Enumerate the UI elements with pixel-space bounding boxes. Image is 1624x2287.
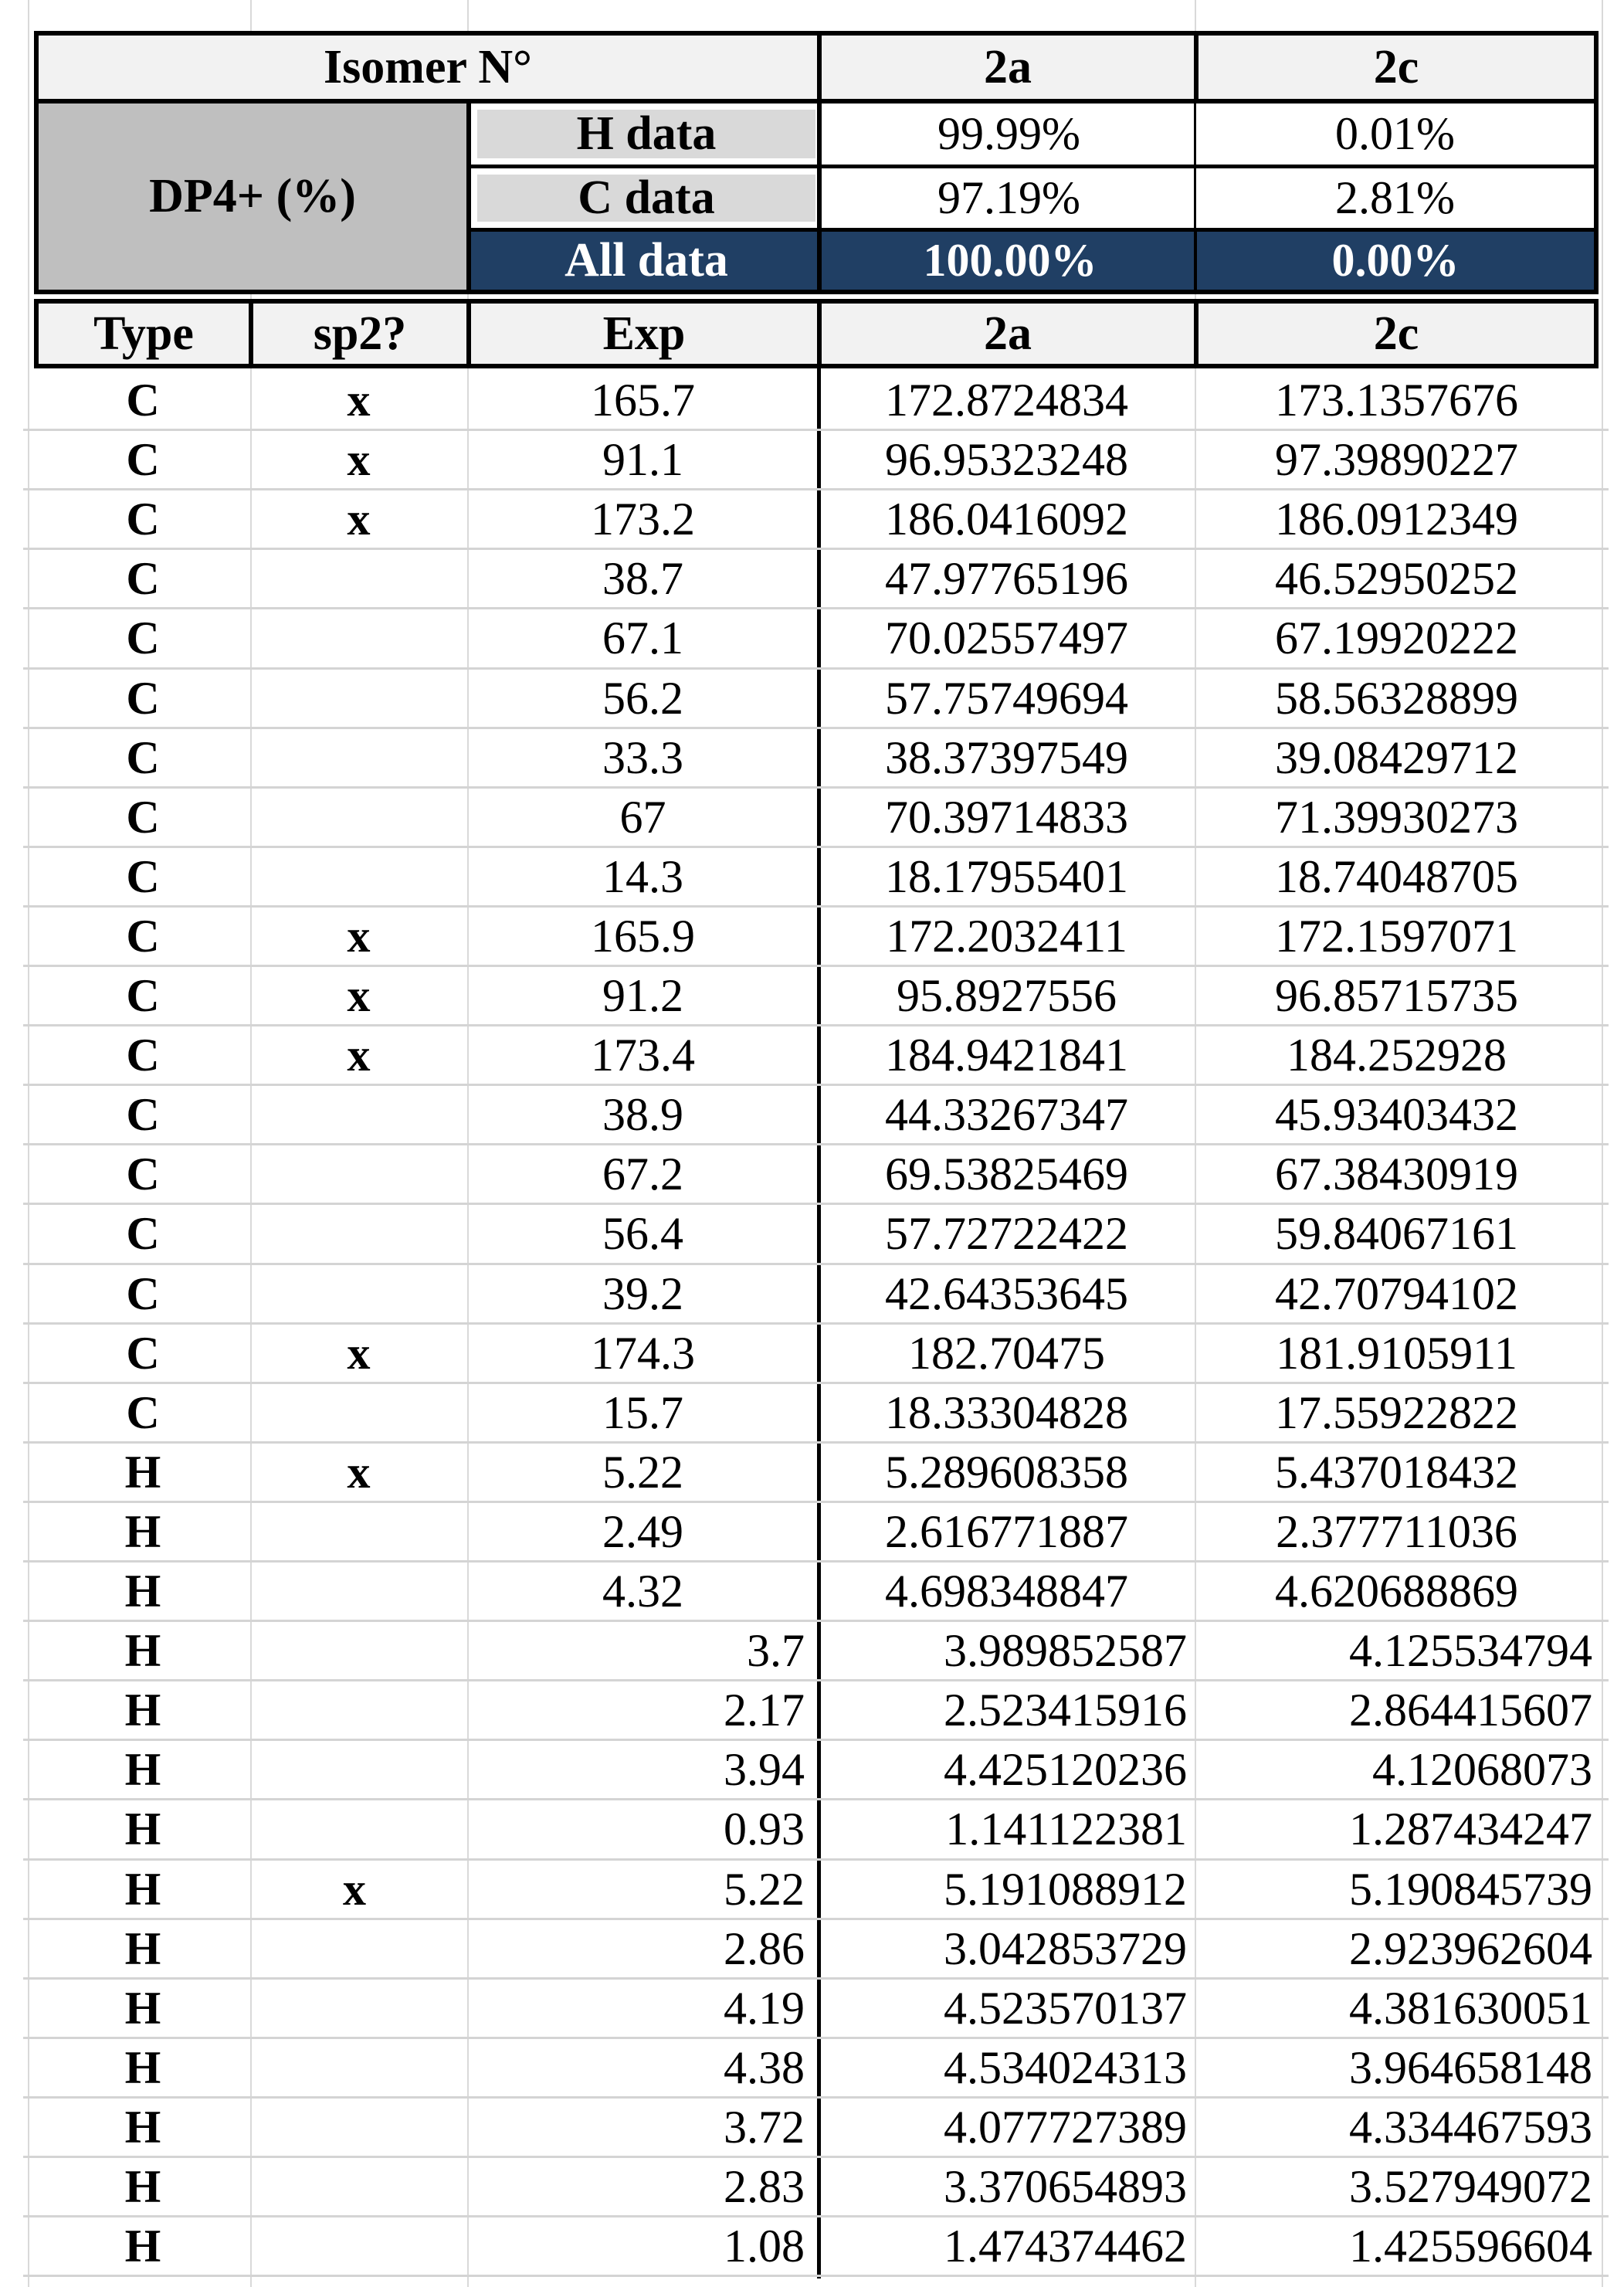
cell-type: C [126, 553, 160, 605]
cell-sp2: x [347, 1446, 371, 1498]
cell-2c: 5.190845739 [1349, 1863, 1592, 1915]
cell-sp2: x [343, 1863, 366, 1915]
cell-2c: 3.964658148 [1349, 2041, 1592, 2093]
table-row [36, 609, 1599, 668]
cell-2c: 5.437018432 [1275, 1446, 1518, 1498]
cell-exp: 1.08 [724, 2221, 805, 2272]
cell-exp: 56.2 [602, 672, 683, 724]
cell-exp: 91.1 [602, 434, 683, 486]
cell-2a: 186.0416092 [885, 494, 1128, 545]
cell-type: C [126, 375, 160, 426]
table-row [36, 1145, 1599, 1204]
table-row [36, 2157, 1599, 2217]
cell-sp2: x [347, 970, 371, 1021]
all-data-label: All data [565, 234, 728, 287]
cell-type: C [126, 1386, 160, 1438]
cell-sp2 [250, 669, 467, 728]
cell-type: C [126, 434, 160, 486]
table-row [36, 1264, 1599, 1324]
cell-2c: 2.923962604 [1349, 1922, 1592, 1974]
cell-2a: 18.33304828 [885, 1386, 1128, 1438]
dp4-label: DP4+ (%) [149, 170, 356, 222]
cell-sp2: x [347, 910, 371, 962]
cell-exp: 3.94 [724, 1744, 805, 1796]
cell-2c: 71.39930273 [1275, 791, 1518, 843]
cell-2c: 4.381630051 [1349, 1982, 1592, 2034]
cell-sp2 [250, 1681, 467, 1740]
cell-2c: 1.425596604 [1349, 2221, 1592, 2272]
cell-type: H [124, 1803, 161, 1855]
all-data-2a-value: 100.00% [923, 235, 1097, 286]
column-header-2c-label: 2c [1373, 307, 1419, 360]
cell-exp: 3.7 [747, 1625, 805, 1677]
cell-2a: 184.9421841 [885, 1030, 1128, 1081]
cell-sp2 [250, 2038, 467, 2098]
cell-2a: 95.8927556 [897, 970, 1117, 1021]
cell-2c: 4.125534794 [1349, 1625, 1592, 1677]
cell-sp2 [250, 1085, 467, 1145]
h-data-2c-value: 0.01% [1335, 108, 1455, 159]
table-row [36, 1502, 1599, 1562]
cell-2a: 70.02557497 [885, 612, 1128, 664]
all-data-2a [817, 232, 1199, 294]
cell-exp: 33.3 [602, 731, 683, 783]
cell-2c: 58.56328899 [1275, 672, 1518, 724]
cell-2c: 1.287434247 [1349, 1803, 1592, 1855]
cell-type: H [124, 1625, 161, 1677]
cell-type: C [126, 910, 160, 962]
table-row [36, 549, 1599, 609]
cell-sp2 [250, 2157, 467, 2217]
cell-sp2 [250, 788, 467, 847]
cell-exp: 174.3 [591, 1327, 695, 1379]
cell-exp: 2.86 [724, 1922, 805, 1974]
cell-type: C [126, 791, 160, 843]
table-row [36, 1324, 1599, 1383]
cell-sp2 [250, 1264, 467, 1324]
h-data-label: H data [576, 107, 717, 160]
cell-2a: 18.17955401 [885, 850, 1128, 902]
c-data-2a [817, 168, 1199, 232]
cell-2a: 42.64353645 [885, 1267, 1128, 1319]
cell-2c: 97.39890227 [1275, 434, 1518, 486]
cell-exp: 2.17 [724, 1685, 805, 1736]
cell-2a: 5.289608358 [885, 1446, 1128, 1498]
cell-2a: 3.370654893 [944, 2161, 1187, 2212]
cell-2c: 67.19920222 [1275, 612, 1518, 664]
cell-type: C [126, 672, 160, 724]
cell-2a: 2.523415916 [944, 1685, 1187, 1736]
all-data-label-cell [466, 232, 822, 294]
table-row [36, 1443, 1599, 1502]
table-row [36, 1979, 1599, 2038]
table-row [36, 1204, 1599, 1264]
cell-sp2 [250, 1740, 467, 1800]
cell-2c: 4.12068073 [1372, 1744, 1592, 1796]
cell-sp2 [250, 1621, 467, 1681]
cell-type: C [126, 731, 160, 783]
cell-type: C [126, 1089, 160, 1141]
cell-sp2: x [347, 1030, 371, 1081]
cell-sp2: x [347, 375, 371, 426]
cell-2a: 1.474374462 [944, 2221, 1187, 2272]
cell-sp2 [250, 1204, 467, 1264]
cell-exp: 38.9 [602, 1089, 683, 1141]
c-data-2c-value: 2.81% [1335, 172, 1455, 223]
cell-2a: 4.523570137 [944, 1982, 1187, 2034]
table-row [36, 1740, 1599, 1800]
cell-sp2 [250, 1145, 467, 1204]
cell-type: C [126, 970, 160, 1021]
isomer-2c-label: 2c [1373, 40, 1419, 93]
table-row [36, 1621, 1599, 1681]
cell-2c: 42.70794102 [1275, 1267, 1518, 1319]
table-row [36, 2217, 1599, 2276]
table-row [36, 1562, 1599, 1621]
h-data-2a [817, 103, 1199, 168]
column-header-type-label: Type [93, 307, 194, 360]
cell-sp2 [250, 847, 467, 907]
table-row [36, 669, 1599, 728]
table-row [36, 1085, 1599, 1145]
cell-2a: 69.53825469 [885, 1149, 1128, 1200]
isomer-number-header [34, 31, 822, 103]
cell-exp: 14.3 [602, 850, 683, 902]
dp4-header [34, 103, 466, 294]
grid-row-line [23, 2275, 1609, 2277]
table-row [36, 847, 1599, 907]
cell-2a: 96.95323248 [885, 434, 1128, 486]
cell-2c: 2.377711036 [1276, 1505, 1517, 1557]
cell-2a: 3.989852587 [944, 1625, 1187, 1677]
column-header-exp [466, 299, 822, 368]
cell-2c: 186.0912349 [1275, 494, 1518, 545]
table-row [36, 371, 1599, 430]
column-header-sp2-label: sp2? [313, 307, 407, 360]
cell-sp2 [250, 549, 467, 609]
cell-2a: 2.616771887 [885, 1505, 1128, 1557]
cell-2a: 172.2032411 [886, 910, 1127, 962]
cell-sp2 [250, 2217, 467, 2276]
cell-type: H [124, 2221, 161, 2272]
cell-2a: 4.425120236 [944, 1744, 1187, 1796]
table-row [36, 2038, 1599, 2098]
table-row [36, 966, 1599, 1026]
cell-2c: 18.74048705 [1275, 850, 1518, 902]
column-header-2c [1194, 299, 1599, 368]
column-header-type [34, 299, 253, 368]
table-row [36, 490, 1599, 549]
h-data-2a-value: 99.99% [937, 108, 1080, 159]
cell-2c: 46.52950252 [1275, 553, 1518, 605]
cell-exp: 4.32 [602, 1566, 683, 1617]
cell-2a: 5.191088912 [944, 1863, 1187, 1915]
cell-exp: 165.7 [591, 375, 695, 426]
column-header-2a [817, 299, 1199, 368]
cell-sp2 [250, 1800, 467, 1859]
cell-sp2 [250, 609, 467, 668]
cell-2c: 181.9105911 [1276, 1327, 1517, 1379]
cell-2c: 3.527949072 [1349, 2161, 1592, 2212]
table-row [36, 2098, 1599, 2157]
all-data-2c-value: 0.00% [1331, 235, 1460, 286]
cell-2a: 57.72722422 [885, 1208, 1128, 1260]
cell-type: H [124, 2161, 161, 2212]
cell-sp2 [250, 1919, 467, 1979]
cell-exp: 67.2 [602, 1149, 683, 1200]
h-data-label-cell [466, 103, 822, 168]
cell-2a: 70.39714833 [885, 791, 1128, 843]
cell-exp: 67.1 [602, 612, 683, 664]
table-row [36, 430, 1599, 490]
c-data-2a-value: 97.19% [937, 172, 1080, 223]
cell-2a: 4.077727389 [944, 2101, 1187, 2153]
cell-sp2 [250, 728, 467, 788]
isomer-2a-label: 2a [984, 40, 1032, 93]
cell-exp: 4.19 [724, 1982, 805, 2034]
column-header-2a-label: 2a [984, 307, 1032, 360]
cell-2a: 3.042853729 [944, 1922, 1187, 1974]
cell-exp: 165.9 [591, 910, 695, 962]
cell-2c: 172.1597071 [1275, 910, 1518, 962]
cell-2a: 4.698348847 [885, 1566, 1128, 1617]
cell-exp: 39.2 [602, 1267, 683, 1319]
h-data-2c [1194, 103, 1599, 168]
table-row [36, 788, 1599, 847]
cell-type: H [124, 1446, 161, 1498]
cell-exp: 2.49 [602, 1505, 683, 1557]
cell-exp: 173.2 [591, 494, 695, 545]
cell-2c: 45.93403432 [1275, 1089, 1518, 1141]
table-row [36, 1383, 1599, 1443]
cell-sp2 [250, 1502, 467, 1562]
isomer-2a-header [817, 31, 1199, 103]
cell-type: H [124, 1744, 161, 1796]
cell-2a: 1.141122381 [945, 1803, 1187, 1855]
c-data-2c [1194, 168, 1599, 232]
cell-2c: 39.08429712 [1275, 731, 1518, 783]
column-header-sp2 [249, 299, 471, 368]
cell-2c: 173.1357676 [1275, 375, 1518, 426]
cell-type: C [126, 1267, 160, 1319]
table-row [36, 1800, 1599, 1859]
cell-type: H [124, 1566, 161, 1617]
cell-exp: 3.72 [724, 2101, 805, 2153]
cell-2a: 38.37397549 [885, 731, 1128, 783]
table-row [36, 1026, 1599, 1085]
table-row [36, 1860, 1599, 1919]
all-data-2c [1194, 232, 1599, 294]
cell-sp2 [250, 2098, 467, 2157]
cell-sp2 [250, 1562, 467, 1621]
cell-exp: 5.22 [602, 1446, 683, 1498]
cell-type: H [124, 2101, 161, 2153]
c-data-label-cell [466, 168, 822, 232]
cell-type: C [126, 1149, 160, 1200]
cell-exp: 15.7 [602, 1386, 683, 1438]
cell-2c: 17.55922822 [1275, 1386, 1518, 1438]
c-data-label: C data [578, 171, 715, 224]
cell-sp2: x [347, 1327, 371, 1379]
cell-2c: 67.38430919 [1275, 1149, 1518, 1200]
cell-2a: 4.534024313 [944, 2041, 1187, 2093]
cell-type: H [124, 1863, 161, 1915]
isomer-number-label: Isomer N° [324, 40, 532, 93]
cell-exp: 67 [619, 791, 666, 843]
cell-exp: 2.83 [724, 2161, 805, 2212]
cell-sp2: x [347, 434, 371, 486]
cell-type: C [126, 1030, 160, 1081]
isomer-2c-header [1194, 31, 1599, 103]
cell-2c: 96.85715735 [1275, 970, 1518, 1021]
cell-type: C [126, 612, 160, 664]
table-row [36, 907, 1599, 966]
cell-exp: 56.4 [602, 1208, 683, 1260]
cell-exp: 173.4 [591, 1030, 695, 1081]
cell-2c: 4.620688869 [1275, 1566, 1518, 1617]
column-header-exp-label: Exp [602, 307, 686, 360]
cell-type: H [124, 1685, 161, 1736]
cell-exp: 91.2 [602, 970, 683, 1021]
cell-sp2 [250, 1383, 467, 1443]
cell-2c: 184.252928 [1287, 1030, 1507, 1081]
cell-type: C [126, 494, 160, 545]
cell-type: C [126, 1208, 160, 1260]
table-row [36, 1681, 1599, 1740]
cell-2a: 172.8724834 [885, 375, 1128, 426]
cell-type: H [124, 2041, 161, 2093]
table-row [36, 1919, 1599, 1979]
cell-sp2: x [347, 494, 371, 545]
cell-type: C [126, 850, 160, 902]
cell-type: C [126, 1327, 160, 1379]
cell-2c: 2.864415607 [1349, 1685, 1592, 1736]
cell-type: H [124, 1922, 161, 1974]
cell-2a: 182.70475 [908, 1327, 1105, 1379]
cell-exp: 0.93 [724, 1803, 805, 1855]
table-row [36, 728, 1599, 788]
cell-2a: 44.33267347 [885, 1089, 1128, 1141]
cell-2c: 4.334467593 [1349, 2101, 1592, 2153]
cell-exp: 38.7 [602, 553, 683, 605]
cell-2a: 47.97765196 [885, 553, 1128, 605]
cell-2a: 57.75749694 [885, 672, 1128, 724]
cell-2c: 59.84067161 [1275, 1208, 1518, 1260]
cell-exp: 4.38 [724, 2041, 805, 2093]
cell-type: H [124, 1982, 161, 2034]
cell-sp2 [250, 1979, 467, 2038]
cell-type: H [124, 1505, 161, 1557]
cell-exp: 5.22 [724, 1863, 805, 1915]
